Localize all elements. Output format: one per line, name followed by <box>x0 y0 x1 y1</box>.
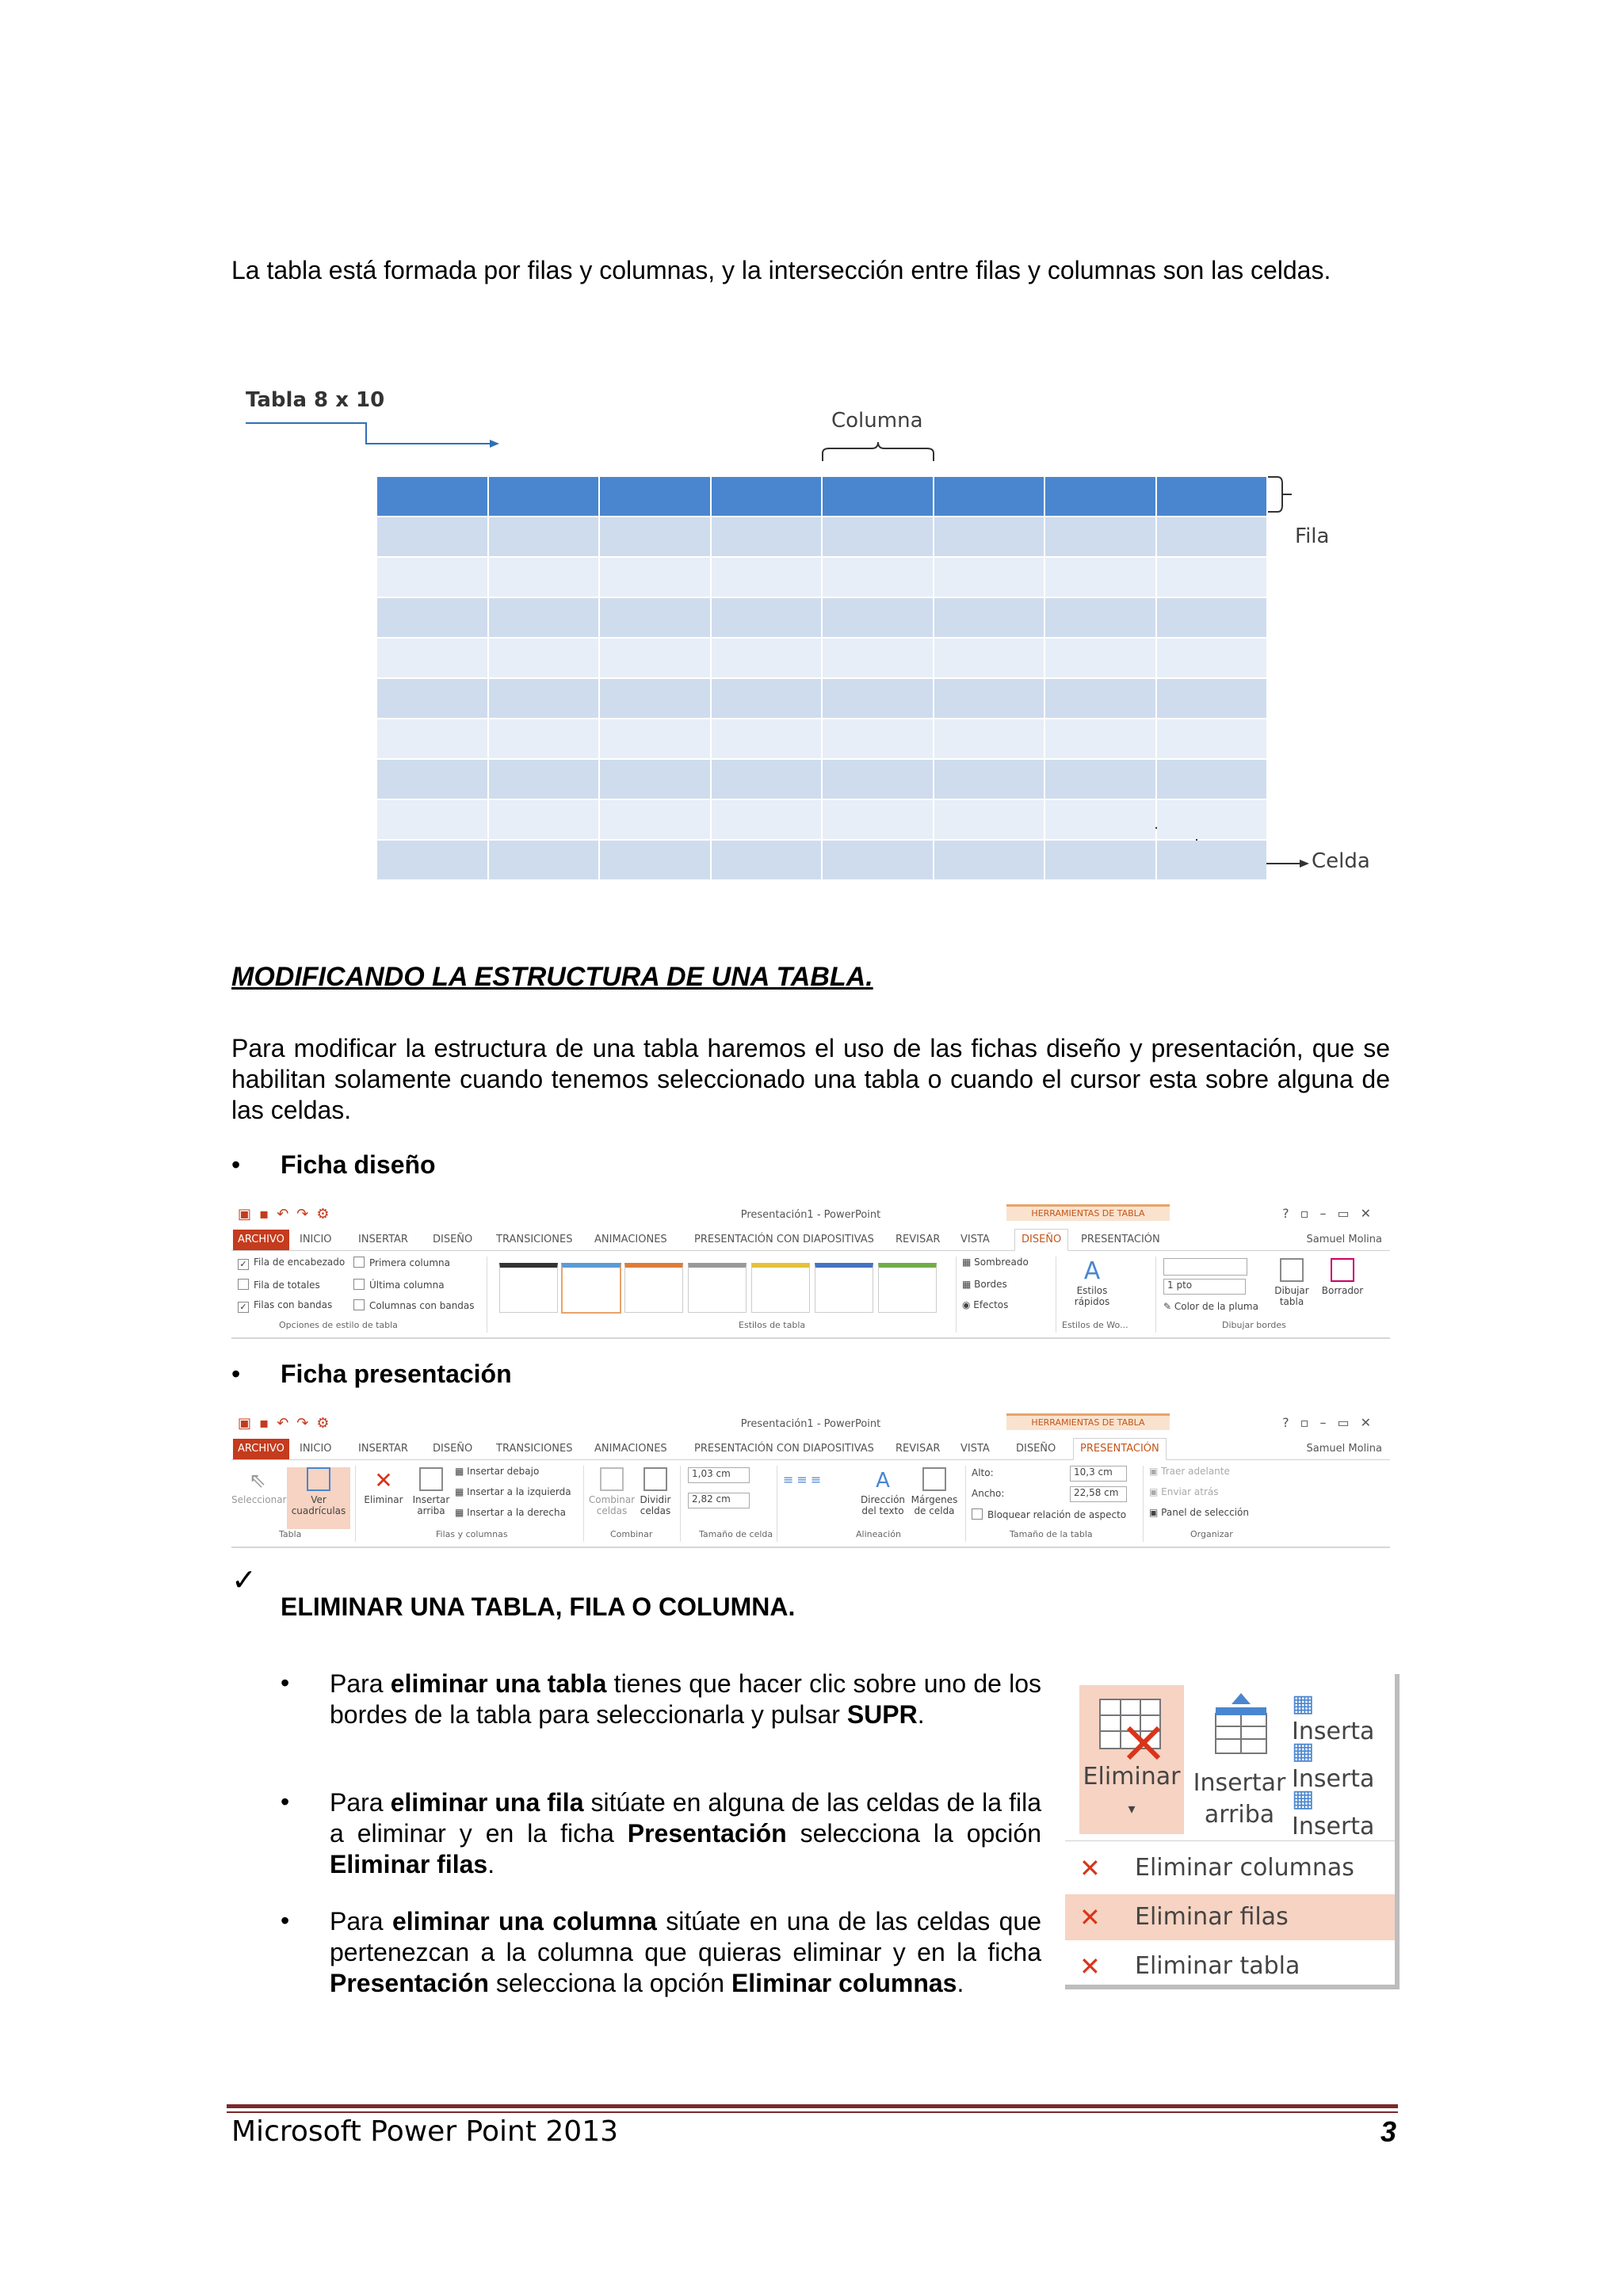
selection-pane-button[interactable] <box>1149 1507 1249 1518</box>
window-controls: ?▫–▭✕ <box>1282 1206 1382 1221</box>
insert-above-label: Insertar arriba <box>1193 1769 1286 1829</box>
insert-below-icon: ▦ <box>1292 1690 1315 1718</box>
eraser-button[interactable] <box>1317 1258 1368 1296</box>
table-cell <box>600 841 710 879</box>
table-style-3[interactable] <box>624 1263 683 1313</box>
cell-height-input[interactable]: 1,03 cm <box>688 1467 750 1483</box>
insert-left-label: Inserta <box>1292 1765 1375 1793</box>
gridlines-label: Ver cuadrículas <box>291 1494 346 1516</box>
opt-first-column[interactable] <box>353 1257 450 1268</box>
table-cell <box>934 679 1044 718</box>
tab-revisar[interactable]: REVISAR <box>896 1443 941 1455</box>
group-label: Tamaño de celda <box>699 1529 773 1539</box>
opt-total-row[interactable] <box>238 1279 320 1291</box>
window-title: Presentación1 - PowerPoint <box>740 1418 881 1430</box>
merge-cells-button[interactable] <box>588 1467 636 1516</box>
table-width-label: Ancho: <box>972 1488 1005 1499</box>
group-label: Estilos de tabla <box>739 1320 806 1330</box>
cursor-icon: ⇖ <box>249 1469 266 1493</box>
group-label: Tabla <box>279 1529 302 1539</box>
table-cell <box>1045 639 1155 677</box>
table-cell <box>377 558 487 597</box>
list-item: Para eliminar una tabla tienes que hacer clic sobre uno de los bordes de la tabla para seleccionarla y pulsar SUPR. <box>330 1669 1042 1729</box>
group-label: Dibujar bordes <box>1222 1320 1286 1330</box>
table-style-1[interactable] <box>499 1263 558 1313</box>
insert-left-label: Insertar a la izquierda <box>467 1486 571 1497</box>
shading-icon: ▦ <box>962 1257 975 1268</box>
insert-above-button[interactable] <box>1192 1685 1287 1834</box>
table-header-cell <box>1045 477 1155 516</box>
ribbon-tabs <box>231 1439 1390 1460</box>
table-header-cell <box>823 477 933 516</box>
group-separator <box>680 1466 681 1542</box>
tab-animaciones[interactable]: ANIMACIONES <box>594 1443 667 1455</box>
delete-columns-icon: ✕ <box>1079 1853 1101 1883</box>
opt-last-column[interactable] <box>353 1279 445 1291</box>
table-cell <box>489 639 599 677</box>
send-back-label: Enviar atrás <box>1161 1486 1219 1497</box>
tab-table-diseno[interactable]: DISEÑO <box>1016 1443 1056 1455</box>
table-header-cell <box>600 477 710 516</box>
table-cell <box>377 517 487 556</box>
table-cell <box>489 760 599 799</box>
cell-margins-button[interactable] <box>910 1467 959 1516</box>
delete-heading: ELIMINAR UNA TABLA, FILA O COLUMNA. <box>281 1592 796 1621</box>
table-cell <box>1157 679 1267 718</box>
insert-right-label: Inserta <box>1292 1813 1375 1840</box>
pen-color-label: Color de la pluma <box>1174 1301 1258 1312</box>
borders-button[interactable] <box>962 1279 1007 1290</box>
table-cell <box>377 800 487 839</box>
table-cell <box>600 679 710 718</box>
table-cell <box>600 719 710 758</box>
table-cell <box>1045 800 1155 839</box>
tab-transiciones[interactable]: TRANSICIONES <box>496 1234 573 1245</box>
effects-label: Efectos <box>973 1299 1009 1310</box>
opt-label: Filas con bandas <box>254 1299 333 1310</box>
text-direction-button[interactable] <box>857 1467 908 1516</box>
cell-width-input[interactable]: 2,82 cm <box>688 1493 750 1508</box>
tab-transiciones[interactable]: TRANSICIONES <box>496 1443 573 1455</box>
insert-below-label: Insertar debajo <box>467 1466 540 1477</box>
checkbox-icon <box>353 1257 365 1268</box>
quick-styles-button[interactable] <box>1060 1258 1124 1307</box>
menu-item-label: Eliminar filas <box>1135 1903 1289 1931</box>
table-header-cell <box>934 477 1044 516</box>
table-cell <box>934 639 1044 677</box>
table-cell <box>934 517 1044 556</box>
tab-revisar[interactable]: REVISAR <box>896 1234 941 1245</box>
quick-access-toolbar: ▣▪↶↷⚙ <box>238 1415 338 1432</box>
tab-vista[interactable]: VISTA <box>960 1443 990 1455</box>
selection-pane-icon: ▣ <box>1149 1507 1162 1518</box>
table-cell <box>712 639 822 677</box>
table-cell <box>600 800 710 839</box>
table-cell <box>1157 517 1267 556</box>
insert-right-icon: ▦ <box>455 1507 468 1518</box>
section-heading: MODIFICANDO LA ESTRUCTURA DE UNA TABLA. <box>231 962 873 992</box>
table-cell <box>1045 760 1155 799</box>
menu-item-delete-columns[interactable] <box>1065 1845 1395 1891</box>
table-cell <box>1045 679 1155 718</box>
row-label: Fila <box>1295 524 1330 548</box>
shading-label: Sombreado <box>974 1257 1029 1268</box>
text-direction-label: Dirección del texto <box>860 1494 906 1516</box>
bring-forward-label: Traer adelante <box>1161 1466 1230 1477</box>
table-cell <box>377 598 487 637</box>
send-back-icon: ▣ <box>1149 1486 1162 1497</box>
table-cell <box>934 719 1044 758</box>
check-icon: ✓ <box>238 1259 249 1270</box>
tab-inicio[interactable]: INICIO <box>300 1234 332 1245</box>
table-cell <box>489 719 599 758</box>
tab-table-presentacion[interactable]: PRESENTACIÓN <box>1073 1438 1167 1460</box>
eraser-label: Borrador <box>1321 1285 1364 1296</box>
table-cell <box>377 760 487 799</box>
effects-icon: ◉ <box>962 1299 974 1310</box>
quick-styles-label: Estilos rápidos <box>1074 1285 1110 1307</box>
split-cells-button[interactable] <box>636 1467 675 1516</box>
table-cell <box>377 719 487 758</box>
bullet-presentacion-label: Ficha presentación <box>281 1360 512 1388</box>
table-cell <box>712 558 822 597</box>
table-style-6[interactable] <box>815 1263 873 1313</box>
table-cell <box>823 679 933 718</box>
tab-diseno[interactable]: DISEÑO <box>433 1443 473 1455</box>
table-cell <box>934 841 1044 879</box>
borders-icon: ▦ <box>962 1279 975 1290</box>
list-item: Para eliminar una columna sitúate en una de las celdas que pertenezcan a la columna que quieras eliminar y en la ficha Presentación selecciona la opción Eliminar columnas. <box>330 1907 1042 1997</box>
tab-presentacion-diapositivas[interactable]: PRESENTACIÓN CON DIAPOSITIVAS <box>694 1234 874 1245</box>
table-cell <box>1157 800 1267 839</box>
group-separator <box>956 1257 957 1333</box>
select-button[interactable] <box>231 1467 287 1505</box>
intro-paragraph: La tabla está formada por filas y columnas, y la intersección entre filas y columnas son las celdas. <box>231 256 1331 284</box>
menu-item-label: Eliminar columnas <box>1135 1854 1354 1882</box>
table-cell <box>823 639 933 677</box>
table-cell <box>1045 719 1155 758</box>
group-label: Alineación <box>856 1529 901 1539</box>
opt-label: Primera columna <box>369 1257 450 1268</box>
group-separator <box>1143 1466 1144 1542</box>
table-cell <box>489 517 599 556</box>
delete-table-icon: ✕ <box>374 1467 393 1493</box>
window-title: Presentación1 - PowerPoint <box>740 1209 881 1221</box>
margins-icon <box>922 1467 946 1491</box>
table-header-cell <box>489 477 599 516</box>
tab-vista[interactable]: VISTA <box>960 1234 990 1245</box>
split-icon <box>643 1467 667 1491</box>
draw-table-button[interactable] <box>1268 1258 1316 1307</box>
opt-banded-rows[interactable] <box>238 1299 332 1313</box>
opt-label: Fila de totales <box>254 1280 320 1291</box>
menu-item-label: Eliminar tabla <box>1135 1952 1300 1980</box>
insert-left-icon: ▦ <box>455 1486 468 1497</box>
table-cell <box>823 841 933 879</box>
cell-label: Celda <box>1312 849 1370 873</box>
insert-right-button[interactable] <box>1292 1785 1395 1840</box>
table-cell <box>934 598 1044 637</box>
table-cell <box>934 760 1044 799</box>
group-separator <box>355 1466 356 1542</box>
draw-table-label: Dibujar tabla <box>1274 1285 1309 1307</box>
borders-label: Bordes <box>974 1279 1007 1290</box>
table-cell <box>1157 558 1267 597</box>
group-label: Organizar <box>1190 1529 1233 1539</box>
group-label: Tamaño de la tabla <box>1010 1529 1093 1539</box>
insert-above-button[interactable] <box>407 1467 455 1516</box>
user-name[interactable]: Samuel Molina <box>1306 1443 1382 1455</box>
bring-forward-button[interactable] <box>1149 1466 1230 1477</box>
eraser-icon <box>1331 1258 1354 1282</box>
lock-ratio-checkbox[interactable] <box>972 1508 1126 1520</box>
table-cell <box>600 558 710 597</box>
table-cell <box>489 800 599 839</box>
group-label: Filas y columnas <box>436 1529 508 1539</box>
insert-left-button[interactable] <box>455 1486 571 1497</box>
page-number: 3 <box>1380 2115 1396 2148</box>
opt-label: Última columna <box>369 1280 445 1291</box>
delete-button[interactable] <box>360 1467 407 1505</box>
shading-button[interactable] <box>962 1257 1029 1268</box>
table-cell <box>1045 841 1155 879</box>
table-header-cell <box>1157 477 1267 516</box>
list-item: Para eliminar una fila sitúate en alguna de las celdas de la fila a eliminar y en la ficha Presentación selecciona la opción Eliminar filas. <box>330 1788 1042 1878</box>
pen-icon: ✎ <box>1163 1301 1174 1312</box>
pen-weight-select[interactable]: 1 pto <box>1163 1279 1246 1295</box>
table-cell <box>823 517 933 556</box>
tab-archivo[interactable]: ARCHIVO <box>233 1439 289 1459</box>
margins-label: Márgenes de celda <box>911 1494 958 1516</box>
table-style-5[interactable] <box>751 1263 810 1313</box>
chevron-down-icon: ▾ <box>1128 1801 1136 1817</box>
table-cell <box>712 598 822 637</box>
delete-dropdown-button[interactable] <box>1079 1685 1184 1834</box>
menu-item-delete-table[interactable] <box>1065 1943 1395 1989</box>
sample-table-grid <box>377 477 1268 881</box>
table-cell <box>377 639 487 677</box>
quick-access-toolbar: ▣▪↶↷⚙ <box>238 1206 338 1222</box>
ribbon-design-screenshot <box>231 1201 1390 1339</box>
select-label: Seleccionar <box>231 1494 287 1505</box>
checkbox-icon <box>238 1279 249 1290</box>
checkbox-icon <box>972 1508 983 1520</box>
group-separator <box>1155 1257 1156 1333</box>
table-cell <box>823 719 933 758</box>
delete-table-icon: ✕ <box>1079 1951 1101 1981</box>
table-tools-label: HERRAMIENTAS DE TABLA <box>1006 1204 1170 1221</box>
table-tools-label: HERRAMIENTAS DE TABLA <box>1006 1413 1170 1430</box>
tab-insertar[interactable]: INSERTAR <box>358 1443 408 1455</box>
window-controls: ?▫–▭✕ <box>1282 1415 1382 1430</box>
menu-item-delete-rows[interactable] <box>1065 1894 1395 1940</box>
table-cell <box>377 841 487 879</box>
selection-pane-label: Panel de selección <box>1161 1507 1249 1518</box>
table-cell <box>600 517 710 556</box>
table-style-2[interactable] <box>561 1263 621 1314</box>
delete-label: Eliminar <box>364 1494 403 1505</box>
user-name[interactable]: Samuel Molina <box>1306 1234 1382 1245</box>
check-icon: ✓ <box>238 1302 249 1313</box>
table-cell <box>377 679 487 718</box>
lock-ratio-label: Bloquear relación de aspecto <box>987 1509 1127 1520</box>
table-cell <box>712 800 822 839</box>
table-cell <box>823 760 933 799</box>
checkbox-icon <box>353 1279 365 1290</box>
bullet-diseno-label: Ficha diseño <box>281 1150 436 1179</box>
table-cell <box>1157 841 1267 879</box>
table-cell <box>934 800 1044 839</box>
insert-left-icon: ▦ <box>1292 1737 1315 1765</box>
merge-label: Combinar celdas <box>588 1494 636 1516</box>
opt-label: Columnas con bandas <box>369 1300 475 1311</box>
table-style-4[interactable] <box>688 1263 747 1313</box>
table-cell <box>489 841 599 879</box>
delete-menu-screenshot <box>1065 1674 1400 1989</box>
footer-rule <box>227 2104 1398 2108</box>
footer-title: Microsoft Power Point 2013 <box>231 2115 619 2148</box>
quick-styles-icon: A <box>1083 1257 1101 1285</box>
opt-banded-columns[interactable] <box>353 1299 475 1311</box>
table-cell <box>600 760 710 799</box>
table-cell <box>823 598 933 637</box>
insert-above-icon <box>1200 1693 1279 1756</box>
table-width-input[interactable]: 22,58 cm <box>1070 1486 1127 1502</box>
ribbon-layout-screenshot <box>231 1410 1390 1548</box>
table-height-label: Alto: <box>972 1467 994 1478</box>
tab-insertar[interactable]: INSERTAR <box>358 1234 408 1245</box>
pen-color-button[interactable] <box>1163 1301 1258 1312</box>
footer-rule <box>227 2111 1398 2113</box>
tab-diseno[interactable]: DISEÑO <box>433 1234 473 1245</box>
tab-archivo[interactable]: ARCHIVO <box>233 1230 289 1250</box>
tab-presentacion-diapositivas[interactable]: PRESENTACIÓN CON DIAPOSITIVAS <box>694 1443 874 1455</box>
diagram-title: Tabla 8 x 10 <box>246 388 385 412</box>
table-cell <box>934 558 1044 597</box>
insert-below-button[interactable] <box>455 1466 539 1477</box>
tab-table-presentacion[interactable]: PRESENTACIÓN <box>1081 1234 1160 1245</box>
table-cell <box>600 598 710 637</box>
tab-inicio[interactable]: INICIO <box>300 1443 332 1455</box>
table-cell <box>489 679 599 718</box>
checkmark-icon: ✓ <box>231 1562 257 1597</box>
table-cell <box>712 841 822 879</box>
table-cell <box>600 639 710 677</box>
merge-icon <box>600 1467 624 1491</box>
insert-below-icon: ▦ <box>455 1466 468 1477</box>
table-cell <box>823 800 933 839</box>
table-cell <box>1157 639 1267 677</box>
insert-right-icon: ▦ <box>1292 1785 1315 1813</box>
tab-animaciones[interactable]: ANIMACIONES <box>594 1234 667 1245</box>
table-cell <box>1045 517 1155 556</box>
table-diagram <box>238 380 1395 895</box>
section-paragraph: Para modificar la estructura de una tabla haremos el uso de las fichas diseño y presentación, que se habilitan solamente cuando tenemos seleccionado una tabla o cuando el cursor esta sobre alguna de las celdas. <box>231 1034 1390 1124</box>
table-cell <box>1045 558 1155 597</box>
table-cell <box>1157 760 1267 799</box>
insert-right-button[interactable] <box>455 1507 566 1518</box>
view-gridlines-button[interactable] <box>287 1467 350 1529</box>
group-label: Estilos de Wo... <box>1062 1320 1128 1330</box>
tab-table-diseno[interactable]: DISEÑO <box>1014 1229 1068 1251</box>
effects-button[interactable] <box>962 1299 1008 1310</box>
group-separator <box>583 1466 584 1542</box>
opt-label: Fila de encabezado <box>254 1257 346 1268</box>
delete-label: Eliminar <box>1083 1763 1181 1791</box>
gridlines-icon <box>307 1467 330 1491</box>
pen-style-select[interactable] <box>1163 1258 1247 1276</box>
checkbox-icon <box>353 1299 365 1310</box>
delete-rows-icon: ✕ <box>1079 1902 1101 1932</box>
insert-above-icon <box>419 1467 443 1491</box>
group-label: Opciones de estilo de tabla <box>279 1320 398 1330</box>
column-label: Columna <box>831 409 923 433</box>
ribbon-tabs <box>231 1230 1390 1251</box>
text-direction-icon: A <box>876 1469 890 1493</box>
table-cell <box>823 558 933 597</box>
menu-divider <box>1065 1840 1395 1841</box>
split-label: Dividir celdas <box>640 1494 671 1516</box>
bring-forward-icon: ▣ <box>1149 1466 1162 1477</box>
table-cell <box>712 719 822 758</box>
group-label: Combinar <box>610 1529 653 1539</box>
table-cell <box>1157 719 1267 758</box>
table-style-7[interactable] <box>878 1263 937 1313</box>
table-cell <box>712 679 822 718</box>
table-cell <box>1157 598 1267 637</box>
insert-right-label: Insertar a la derecha <box>467 1507 566 1518</box>
table-cell <box>489 598 599 637</box>
table-height-input[interactable]: 10,3 cm <box>1070 1466 1127 1482</box>
table-header-cell <box>377 477 487 516</box>
align-buttons[interactable]: ≡≡≡ <box>783 1472 825 1487</box>
table-cell <box>712 517 822 556</box>
group-separator <box>965 1466 966 1542</box>
send-back-button[interactable] <box>1149 1486 1218 1497</box>
table-cell <box>1045 598 1155 637</box>
insert-above-label: Insertar arriba <box>412 1494 450 1516</box>
opt-header-row[interactable] <box>238 1257 345 1270</box>
table-cell <box>489 558 599 597</box>
insert-below-label: Inserta <box>1292 1718 1375 1745</box>
draw-table-icon <box>1280 1258 1304 1282</box>
table-cell <box>712 760 822 799</box>
table-header-cell <box>712 477 822 516</box>
